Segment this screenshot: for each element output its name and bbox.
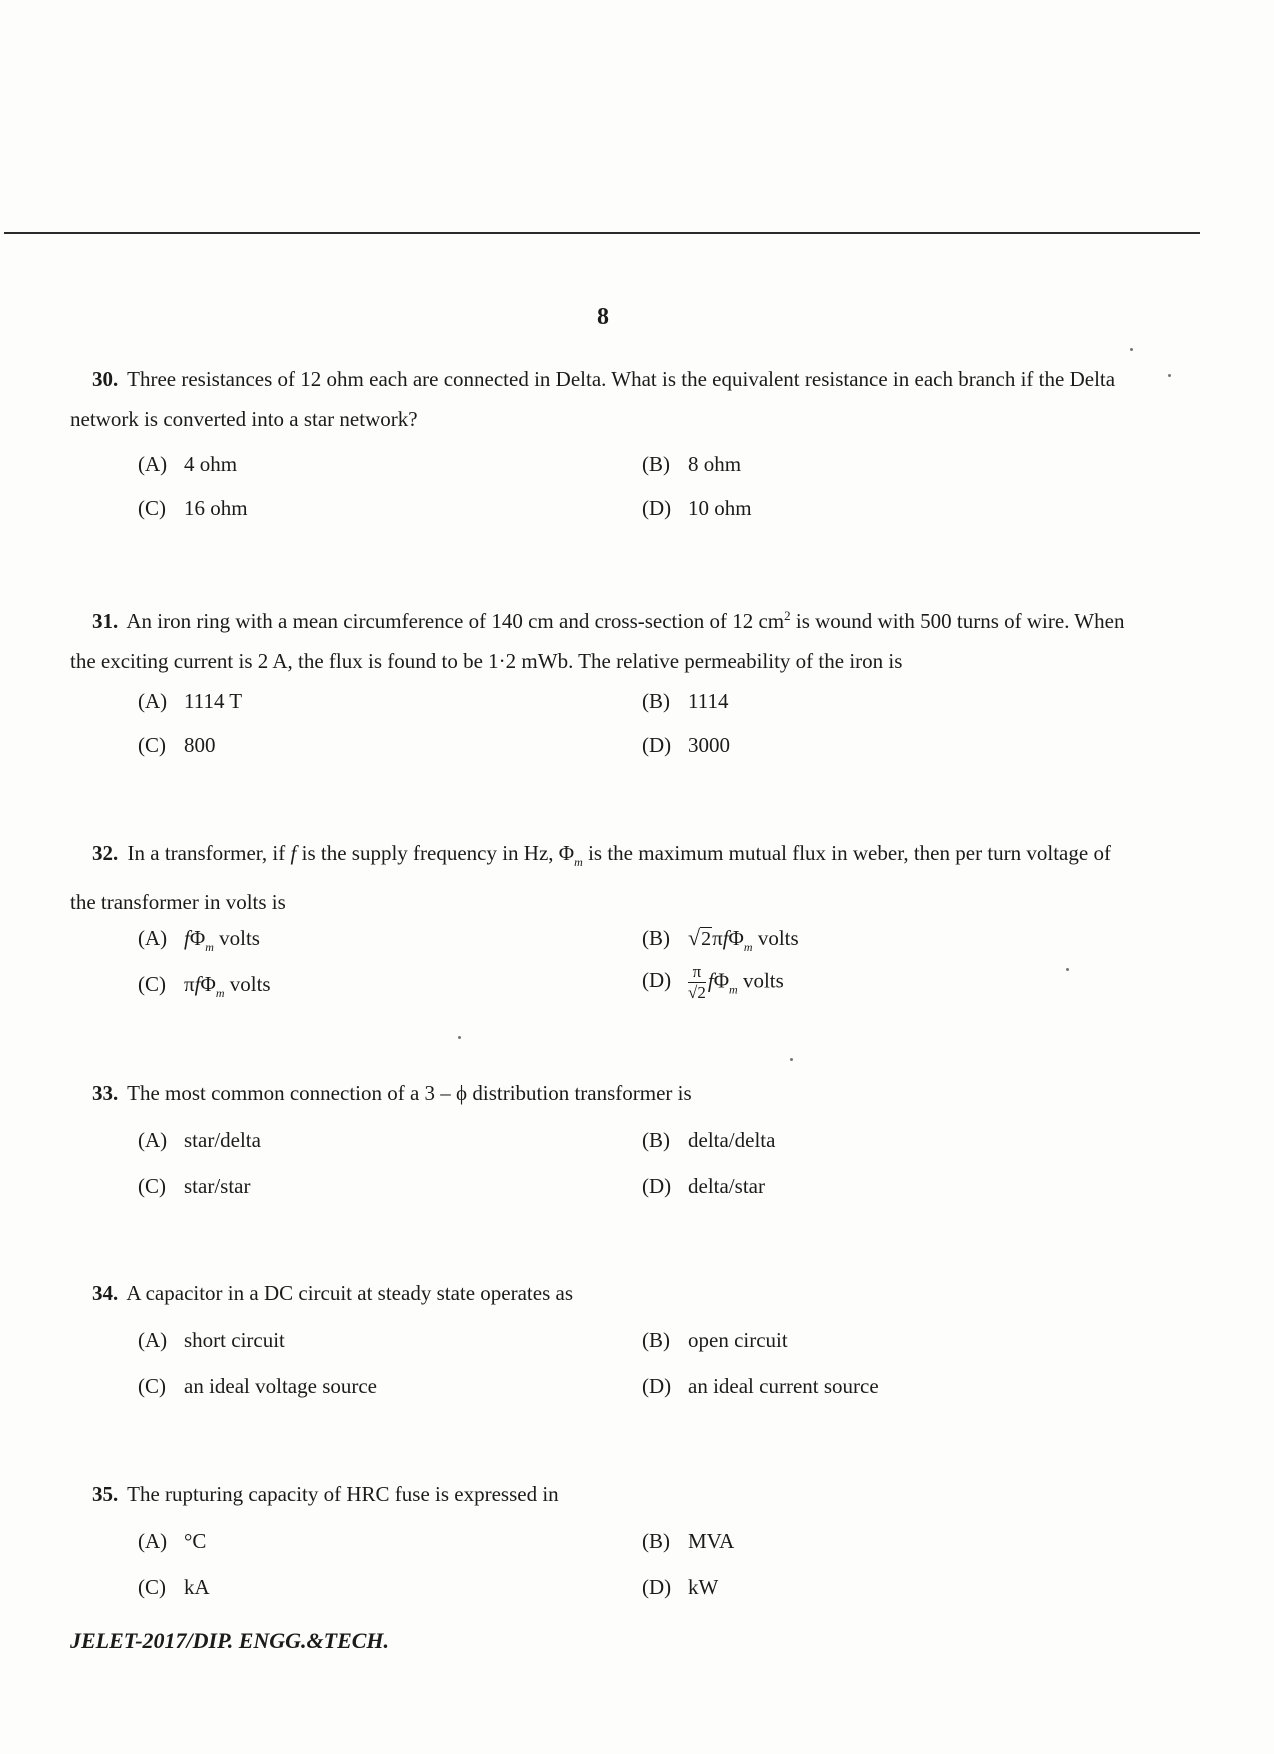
question-body-part: is the maximum mutual flux in weber, then per turn voltage of the transformer in volts is [70,841,1111,914]
option-text: an ideal voltage source [184,1374,377,1398]
page-number: 8 [597,304,609,330]
question-text [70,1273,1140,1313]
option-text: 3000 [688,733,730,757]
option-text: an ideal current source [688,1374,879,1398]
question-body-part: An iron ring with a mean circumference of 140 cm and cross-section of 12 cm [126,609,785,633]
option-label: (A) [138,926,168,950]
option-label: (A) [138,452,168,476]
option-label: (C) [138,1174,166,1198]
option-label: (B) [642,926,670,950]
fraction [688,962,706,1003]
question-text [70,1474,1140,1514]
option-text: open circuit [688,1328,788,1352]
question-body: Three resistances of 12 ohm each are connected in Delta. What is the equivalent resistance in each branch if the Delta network is converted into a star network? [70,367,1116,431]
option-text: 10 ohm [688,496,752,520]
phi-symbol: Φ [713,968,730,993]
pi-symbol: π [184,972,195,996]
option-label: (C) [138,1374,166,1398]
option-b[interactable] [642,687,728,715]
option-d[interactable] [642,494,752,522]
scan-speck [1066,968,1069,971]
question-number: 34. [92,1281,119,1305]
subscript: m [743,940,753,954]
option-a[interactable] [138,924,260,961]
option-label: (A) [138,689,168,713]
option-text: kA [184,1575,210,1599]
option-c[interactable] [138,1372,377,1400]
option-c[interactable] [138,494,248,522]
option-d[interactable] [642,962,784,1003]
option-text: kW [688,1575,719,1599]
option-text: °C [184,1529,207,1553]
option-text: 4 ohm [184,452,238,476]
scan-speck [458,1036,461,1039]
option-d[interactable] [642,731,730,759]
option-text: 16 ohm [184,496,248,520]
option-d[interactable] [642,1372,879,1400]
top-rule [4,232,1200,234]
option-b[interactable] [642,1527,734,1555]
option-a[interactable] [138,1126,261,1154]
question-body-part: In a transformer, if [127,841,291,865]
subscript: m [215,986,225,1000]
option-label: (C) [138,733,166,757]
unit-text: volts [229,972,271,996]
scan-speck [790,1058,793,1061]
option-label: (D) [642,496,672,520]
frequency-symbol: f [290,841,297,865]
option-label: (A) [138,1128,168,1152]
option-label: (B) [642,452,670,476]
footer-exam-code: JELET-2017/DIP. ENGG.&TECH. [70,1628,390,1653]
option-label: (D) [642,1374,672,1398]
option-a[interactable] [138,1527,206,1555]
option-text: delta/star [688,1174,765,1198]
option-text: 8 ohm [688,452,742,476]
option-label: (B) [642,689,670,713]
option-text: MVA [688,1529,735,1553]
phi-symbol: Φ [189,926,206,950]
frequency-symbol: f [184,926,190,950]
option-a[interactable] [138,687,242,715]
option-c[interactable] [138,970,271,1007]
subscript: m [205,940,214,954]
option-b[interactable] [642,1126,775,1154]
option-label: (D) [642,968,672,993]
question-body-part: is the supply frequency in Hz, Φ [296,841,575,865]
pi-symbol: π [712,926,723,950]
question-body [70,841,1111,914]
unit-text: volts [742,968,784,993]
frequency-symbol: f [194,972,201,996]
superscript: 2 [784,608,791,623]
scan-speck [1130,348,1133,351]
subscript: m [729,982,738,997]
option-text: 1114 [688,689,729,713]
question-text [70,833,1140,922]
frequency-symbol: f [722,926,729,950]
option-label: (C) [138,496,166,520]
option-c[interactable] [138,731,216,759]
fraction-denominator [688,983,706,1003]
phi-symbol: Φ [728,926,744,950]
unit-text: volts [219,926,260,950]
frequency-symbol: f [707,968,714,993]
option-text: star/delta [184,1128,261,1152]
option-text: short circuit [184,1328,285,1352]
option-b[interactable] [642,450,741,478]
question-number: 30. [92,367,119,391]
option-text: 1114 T [184,689,243,713]
question-body [70,609,1124,673]
subscript: m [574,855,583,869]
option-text: star/star [184,1174,251,1198]
option-label: (D) [642,1575,672,1599]
option-text: delta/delta [688,1128,776,1152]
option-text: 800 [184,733,216,757]
option-c[interactable] [138,1573,210,1601]
radicand: 2 [701,928,712,950]
phi-symbol: Φ [200,972,216,996]
option-label: (A) [138,1328,168,1352]
question-text [70,359,1140,439]
option-a[interactable] [138,450,237,478]
option-b[interactable] [642,1326,788,1354]
option-label: (C) [138,1575,166,1599]
option-label: (B) [642,1529,670,1553]
sqrt-expression [688,924,712,953]
option-label: (C) [138,972,166,996]
option-label: (B) [642,1328,670,1352]
question-body-part: is wound with 500 turns of wire. When the exciting current is 2 A, the flux is found to be 1·2 mWb. The relative permeability of the iron is [70,609,1125,673]
radicand: 2 [697,983,706,1002]
option-label: (D) [642,1174,672,1198]
question-number: 32. [92,841,119,865]
radical-sign: √ [688,983,698,1002]
scan-speck [1168,374,1171,377]
option-c[interactable] [138,1172,250,1200]
fraction-numerator: π [688,962,706,983]
option-label: (B) [642,1128,670,1152]
option-label: (D) [642,733,672,757]
unit-text: volts [757,926,799,950]
question-body: A capacitor in a DC circuit at steady state operates as [126,1281,574,1305]
option-d[interactable] [642,1573,718,1601]
question-number: 31. [92,609,119,633]
question-text [70,1073,1140,1113]
question-text [70,596,1140,681]
radical-sign: √ [688,925,701,950]
question-body: The rupturing capacity of HRC fuse is expressed in [127,1482,559,1506]
option-b[interactable] [642,924,799,961]
option-d[interactable] [642,1172,765,1200]
question-number: 35. [92,1482,119,1506]
question-body: The most common connection of a 3 – ϕ distribution transformer is [127,1081,692,1105]
option-label: (A) [138,1529,168,1553]
option-a[interactable] [138,1326,285,1354]
question-number: 33. [92,1081,119,1105]
